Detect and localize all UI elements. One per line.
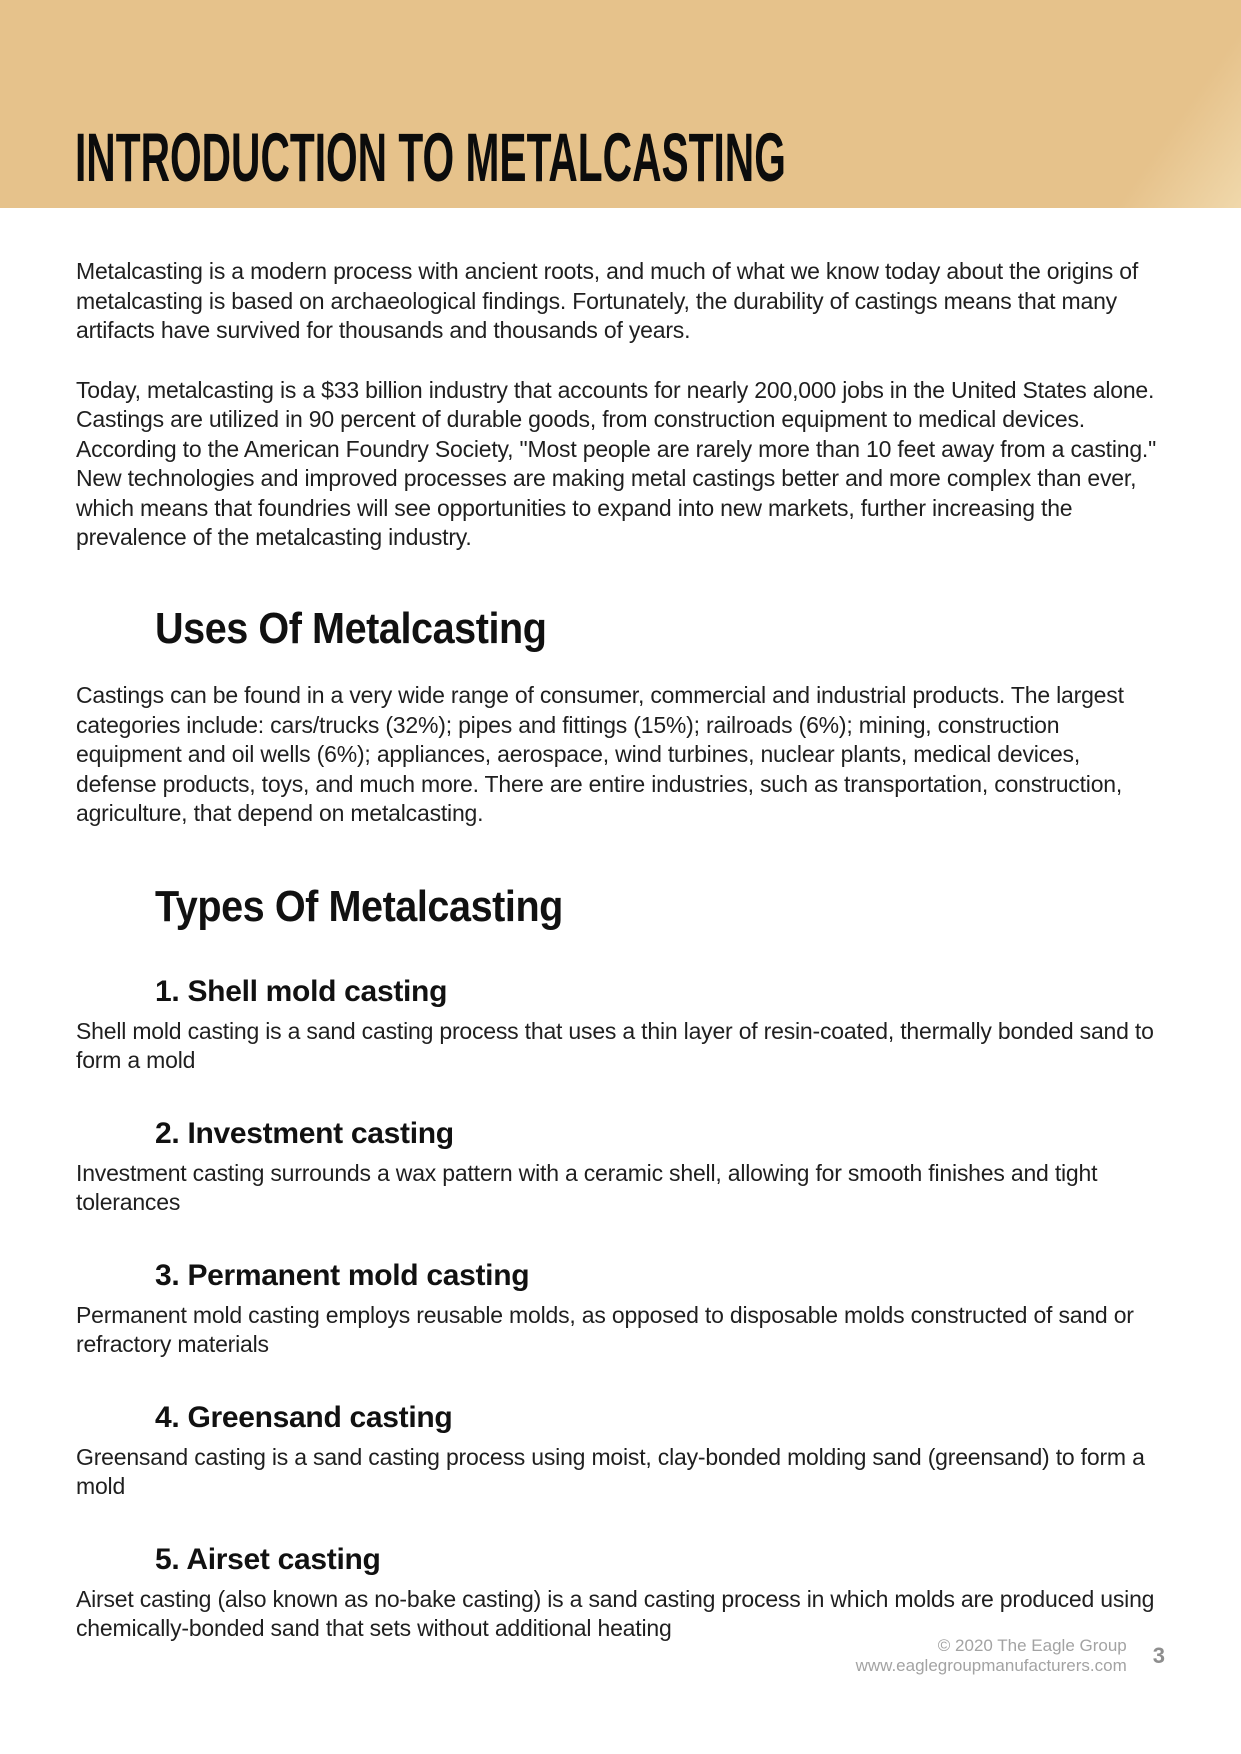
- type-item-title: 2. Investment casting: [155, 1116, 454, 1150]
- uses-heading: Uses Of Metalcasting: [155, 603, 547, 653]
- type-item-description: Investment casting surrounds a wax pattern with a ceramic shell, allowing for smooth finishes and tight tolerances: [76, 1159, 1098, 1216]
- footer-copyright: © 2020 The Eagle Group: [937, 1636, 1127, 1655]
- type-item-title: 3. Permanent mold casting: [155, 1258, 530, 1292]
- type-item-description: Shell mold casting is a sand casting process that uses a thin layer of resin-coated, thermally bonded sand to form a mold: [76, 1017, 1154, 1074]
- page-title: INTRODUCTION TO METALCASTING: [75, 119, 786, 196]
- type-item-investment: [76, 1116, 1165, 1218]
- footer: [856, 1636, 1165, 1676]
- type-item-title: 4. Greensand casting: [155, 1400, 453, 1434]
- type-item-shell-mold: [76, 974, 1165, 1076]
- page-number: 3: [1152, 1643, 1165, 1668]
- type-item-description: Permanent mold casting employs reusable molds, as opposed to disposable molds constructed of sand or refractory materials: [76, 1301, 1134, 1358]
- intro-paragraph-1: Metalcasting is a modern process with ancient roots, and much of what we know today about the origins of metalcasting is based on archaeological findings. Fortunately, the durability of castings means that many artifacts have survived for thousands and thousands of years.: [76, 258, 1139, 343]
- type-item-greensand: [76, 1400, 1165, 1502]
- intro-paragraph-2: Today, metalcasting is a $33 billion industry that accounts for nearly 200,000 jobs in the United States alone. Castings are utilized in 90 percent of durable goods, from construction equipment to medical devices. According to the American Foundry Society, "Most people are rarely more than 10 feet away from a casting." New technologies and improved processes are making metal castings better and more complex than ever, which means that foundries will see opportunities to expand into new markets, further increasing the prevalence of the metalcasting industry.: [76, 376, 1157, 550]
- type-item-title: 1. Shell mold casting: [155, 974, 448, 1008]
- type-item-title: 5. Airset casting: [155, 1542, 381, 1576]
- types-heading: Types Of Metalcasting: [155, 881, 563, 931]
- uses-paragraph: Castings can be found in a very wide range of consumer, commercial and industrial products. The largest categories include: cars/trucks (32%); pipes and fittings (15%); railroads (6%); mining, construction equipment and oil wells (6%); appliances, aerospace, wind turbines, nuclear plants, medical devices, defense products, toys, and much more. There are entire industries, such as transportation, construction, agriculture, that depend on metalcasting.: [76, 682, 1124, 827]
- page-content: [0, 257, 1241, 1644]
- type-item-airset: [76, 1542, 1165, 1644]
- header-band: [0, 0, 1241, 208]
- footer-website: www.eaglegroupmanufacturers.com: [855, 1656, 1127, 1675]
- type-item-permanent-mold: [76, 1258, 1165, 1360]
- footer-text: [856, 1636, 1127, 1676]
- type-item-description: Airset casting (also known as no-bake casting) is a sand casting process in which molds are produced using chemically-bonded sand that sets without additional heating: [76, 1585, 1155, 1642]
- type-item-description: Greensand casting is a sand casting process using moist, clay-bonded molding sand (greensand) to form a mold: [76, 1443, 1145, 1500]
